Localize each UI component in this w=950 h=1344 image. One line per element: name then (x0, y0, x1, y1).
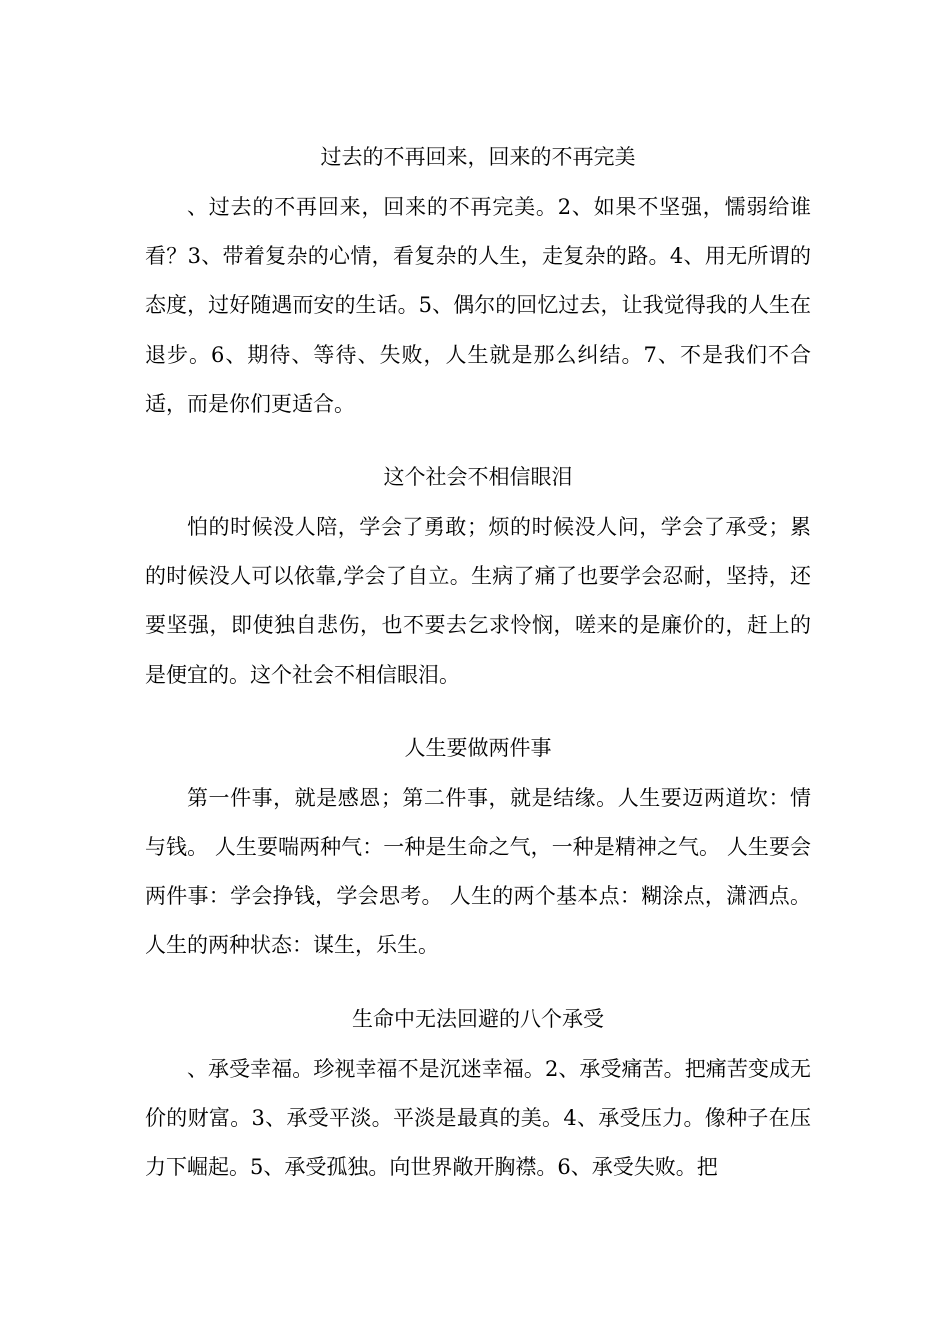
section-gap (145, 971, 811, 994)
section-title: 过去的不再回来，回来的不再完美 (320, 145, 636, 169)
section-title: 生命中无法回避的八个承受 (352, 1006, 604, 1031)
section-1 (145, 132, 811, 429)
section-gap (145, 700, 811, 723)
section-paragraph: 第一件事，就是感恩；第二件事，就是结缘。人生要迈两道坎：情与钱。 人生要喘两种气：一种是生命之气，一种是精神之气。 人生要会两件事：学会挣钱，学会思考。 人生的两个基本点：糊涂点，潇洒点。 人生的两种状态：谋生，乐生。 (145, 785, 811, 958)
section-3 (145, 723, 811, 971)
section-paragraph: 、承受幸福。珍视幸福不是沉迷幸福。2、承受痛苦。把痛苦变成无价的财富。3、承受平淡。平淡是最真的美。4、承受压力。像种子在压力下崛起。5、承受孤独。向世界敞开胸襟。6、承受失败。把 (145, 1056, 811, 1180)
section-title: 这个社会不相信眼泪 (383, 465, 573, 490)
section-title: 人生要做两件事 (404, 735, 552, 760)
document-page (145, 132, 811, 1192)
section-4 (145, 994, 811, 1193)
section-gap (145, 429, 811, 452)
section-paragraph: 、过去的不再回来，回来的不再完美。2、如果不坚强，懦弱给谁看？3、带着复杂的心情，看复杂的人生，走复杂的路。4、用无所谓的态度，过好随遇而安的生话。5、偶尔的回忆过去，让我觉得我的人生在退步。6、期待、等待、失败，人生就是那么纠结。7、不是我们不合适，而是你们更适合。 (145, 195, 811, 416)
section-paragraph: 怕的时候没人陪，学会了勇敢；烦的时候没人问，学会了承受；累的时候没人可以依靠,学会了自立。生病了痛了也要学会忍耐，坚持，还要坚强，即使独自悲伤，也不要去乞求怜悯，嗟来的是廉价的，赶上的是便宜的。这个社会不相信眼泪。 (145, 515, 811, 687)
section-2 (145, 452, 811, 700)
